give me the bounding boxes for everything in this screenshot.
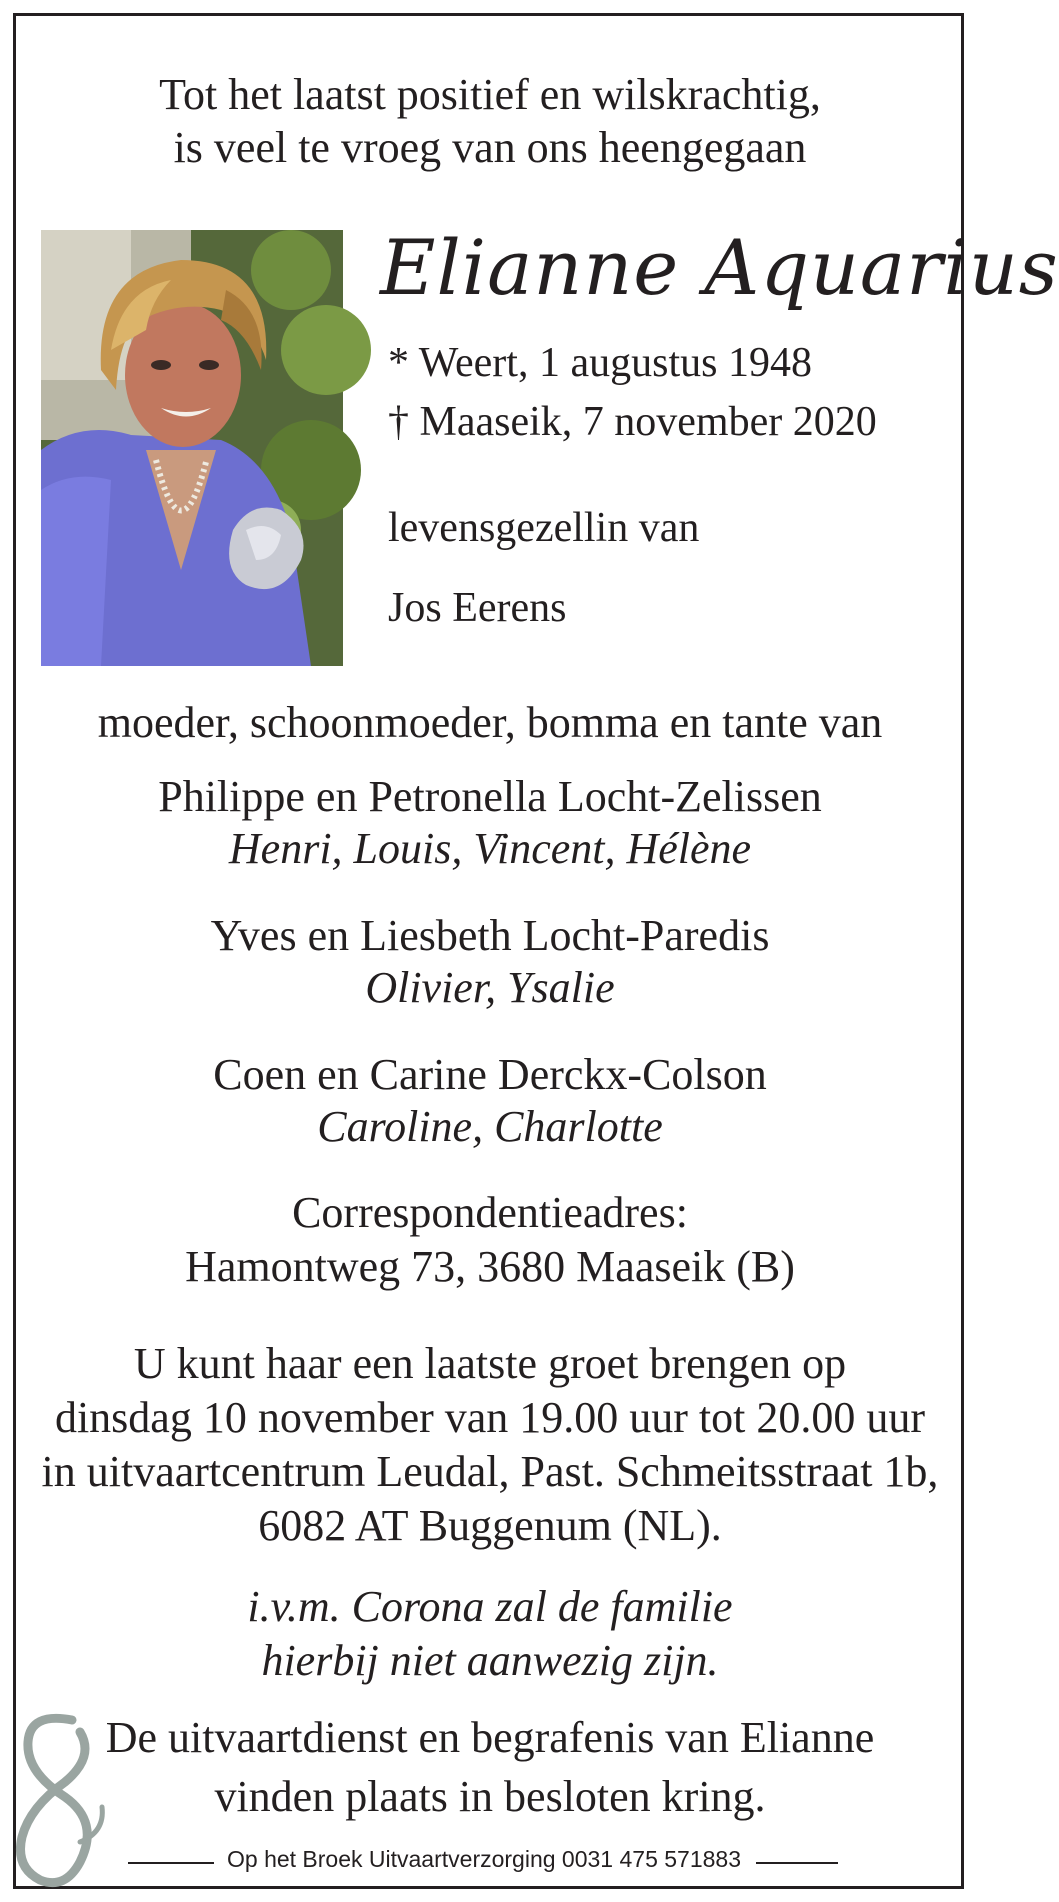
corona-note-line-2: hierbij niet aanwezig zijn. <box>261 1636 719 1685</box>
footer-rule-left <box>128 1862 214 1864</box>
funeral-home-logo <box>10 1712 110 1892</box>
visitation-line-1: U kunt haar een laatste groet brengen op <box>133 1339 847 1388</box>
intro-line-1: Tot het laatst positief en wilskrachtig, <box>159 70 821 119</box>
partner-label: levensgezellin van <box>388 505 700 551</box>
partner-name: Jos Eerens <box>388 585 567 631</box>
family-parents: Philippe en Petronella Locht-Zelissen <box>158 772 822 821</box>
intro-line-2: is veel te vroeg van ons heengegaan <box>173 123 807 172</box>
footer-rule-right <box>756 1862 838 1864</box>
footer-credit: Op het Broek Uitvaartverzorging 0031 475 571883 <box>227 1846 741 1872</box>
correspondence-address: Hamontweg 73, 3680 Maaseik (B) <box>185 1242 795 1291</box>
family-children: Olivier, Ysalie <box>365 963 615 1012</box>
death-info: † Maaseik, 7 november 2020 <box>388 399 877 445</box>
corona-note-line-1: i.v.m. Corona zal de familie <box>247 1582 733 1631</box>
family-intro: moeder, schoonmoeder, bomma en tante van <box>97 698 883 747</box>
portrait-photo <box>41 230 343 666</box>
visitation-line-2: dinsdag 10 november van 19.00 uur tot 20.00 uur <box>54 1393 926 1442</box>
family-parents: Coen en Carine Derckx-Colson <box>213 1050 767 1099</box>
visitation-line-3: in uitvaartcentrum Leudal, Past. Schmeitsstraat 1b, <box>41 1447 939 1496</box>
funeral-line-1: De uitvaartdienst en begrafenis van Elianne <box>105 1713 875 1762</box>
correspondence-label: Correspondentieadres: <box>292 1188 688 1237</box>
family-parents: Yves en Liesbeth Locht-Paredis <box>210 911 770 960</box>
birth-info: * Weert, 1 augustus 1948 <box>388 340 812 386</box>
funeral-line-2: vinden plaats in besloten kring. <box>214 1772 766 1821</box>
visitation-line-4: 6082 AT Buggenum (NL). <box>258 1501 722 1550</box>
family-children: Henri, Louis, Vincent, Hélène <box>228 824 752 873</box>
family-children: Caroline, Charlotte <box>317 1102 663 1151</box>
deceased-name: Elianne Aquarius <box>380 223 1059 312</box>
